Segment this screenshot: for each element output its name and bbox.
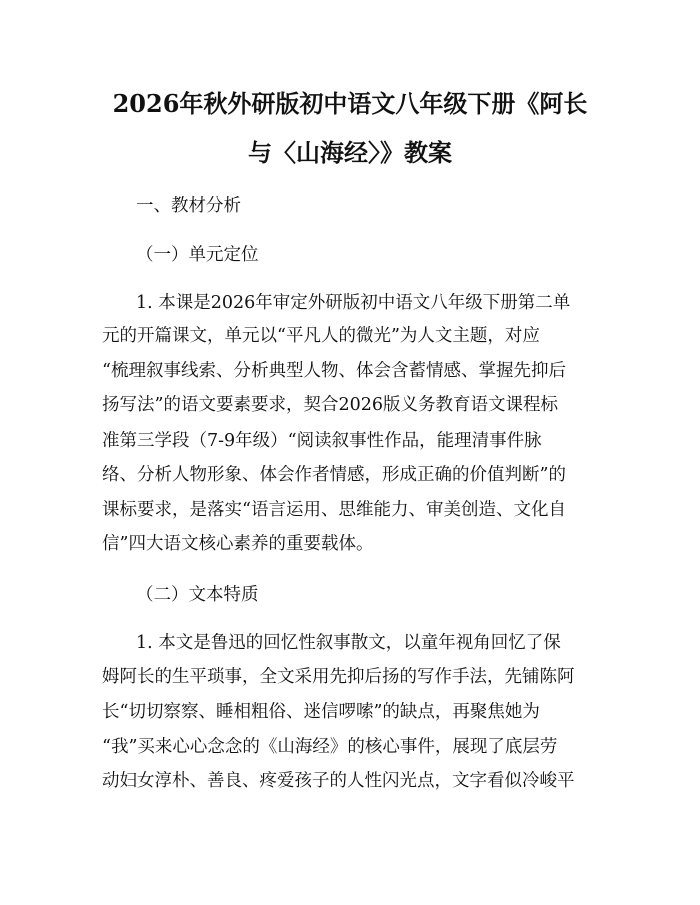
paragraph-line: 动妇女淳朴、善良、疼爱孩子的人性闪光点，文字看似冷峻平 (102, 771, 575, 791)
paragraph-line: 1. 本文是鲁迅的回忆性叙事散文，以童年视角回忆了保 (136, 633, 561, 653)
paragraph-line: 1. 本课是2026年审定外研版初中语文八年级下册第二单 (136, 293, 571, 313)
paragraph-line: 姆阿长的生平琐事，全文采用先抑后扬的写作手法，先铺陈阿 (102, 667, 575, 687)
paragraph-line: “梳理叙事线索、分析典型人物、体会含蓄情感、掌握先抑后 (102, 361, 566, 381)
subsection-heading-unit-positioning: （一）单元定位 (136, 245, 259, 265)
section-heading-textbook-analysis: 一、教材分析 (136, 196, 241, 216)
paragraph-line: 准第三学段（7-9年级）“阅读叙事性作品，能理清事件脉 (102, 431, 542, 451)
paragraph-line: 课标要求，是落实“语言运用、思维能力、审美创造、文化自 (102, 500, 566, 520)
paragraph-line: 络、分析人物形象、体会作者情感，形成正确的价值判断”的 (102, 465, 566, 485)
paragraph-line: “我”买来心心念念的《山海经》的核心事件，展现了底层劳 (102, 737, 558, 757)
document-title-line-2: 与〈山海经〉》教案 (248, 138, 452, 167)
paragraph-line: 扬写法”的语文要素要求，契合2026版义务教育语文课程标 (102, 395, 558, 415)
paragraph-line: 信”四大语文核心素养的重要载体。 (102, 534, 374, 554)
document-title-line-1: 2026年秋外研版初中语文八年级下册《阿长 (112, 89, 588, 118)
subsection-heading-text-features: （二）文本特质 (136, 585, 259, 605)
paragraph-line: 元的开篇课文，单元以“平凡人的微光”为人文主题，对应 (102, 326, 540, 346)
paragraph-line: 长“切切察察、睡相粗俗、迷信啰嗦”的缺点，再聚焦她为 (102, 702, 540, 722)
